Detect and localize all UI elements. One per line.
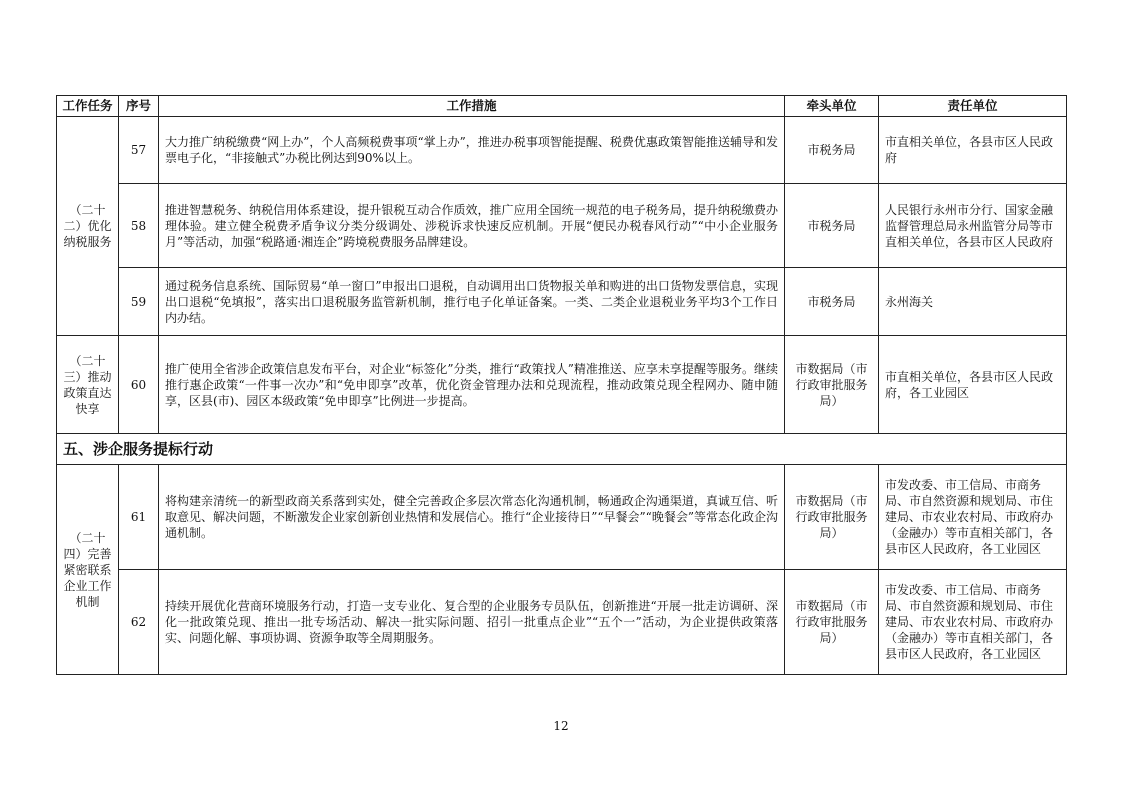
row-number: 59 [119,268,159,336]
page-number: 12 [553,719,569,733]
measure-text: 将构建亲清统一的新型政商关系落到实处，健全完善政企多层次常态化沟通机制，畅通政企沟通渠道，真诚互信、听取意见、解决问题，不断激发企业家创新创业热情和发展信心。推行“企业接待日”“早餐会”“晚餐会”等常态化政企沟通机制。 [159,465,785,570]
header-measure: 工作措施 [159,96,785,117]
header-lead-unit: 牵头单位 [785,96,879,117]
task-cell: （二十三）推动政策直达快享 [57,336,119,434]
responsible-unit: 市直相关单位，各县市区人民政府 [879,117,1067,184]
task-cell: （二十二）优化纳税服务 [57,117,119,336]
row-number: 62 [119,570,159,675]
lead-unit: 市数据局（市行政审批服务局） [785,570,879,675]
header-number: 序号 [119,96,159,117]
measures-table [56,95,1067,675]
table-row [57,184,1067,268]
table-row [57,570,1067,675]
table-row [57,336,1067,434]
responsible-unit: 市发改委、市工信局、市商务局、市自然资源和规划局、市住建局、市农业农村局、市政府办（金融办）等市直相关部门，各县市区人民政府，各工业园区 [879,570,1067,675]
lead-unit: 市数据局（市行政审批服务局） [785,336,879,434]
responsible-unit: 市直相关单位，各县市区人民政府，各工业园区 [879,336,1067,434]
lead-unit: 市税务局 [785,117,879,184]
measure-text: 推广使用全省涉企政策信息发布平台，对企业“标签化”分类，推行“政策找人”精准推送、应享未享提醒等服务。继续推行惠企政策“一件事一次办”和“免申即享”改革，优化资金管理办法和兑现流程，推动政策兑现全程网办、随申随享，区县(市)、园区本级政策“免申即享”比例进一步提高。 [159,336,785,434]
row-number: 61 [119,465,159,570]
section-row [57,434,1067,465]
responsible-unit: 永州海关 [879,268,1067,336]
responsible-unit: 市发改委、市工信局、市商务局、市自然资源和规划局、市住建局、市农业农村局、市政府办（金融办）等市直相关部门，各县市区人民政府，各工业园区 [879,465,1067,570]
table-header-row [57,96,1067,117]
section-title: 五、涉企服务提标行动 [57,434,1067,465]
measure-text: 通过税务信息系统、国际贸易“单一窗口”申报出口退税，自动调用出口货物报关单和购进的出口货物发票信息，实现出口退税“免填报”，落实出口退税服务监管新机制，推行电子化单证备案。一类、二类企业退税业务平均3个工作日内办结。 [159,268,785,336]
table-row [57,465,1067,570]
measure-text: 大力推广纳税缴费“网上办”，个人高频税费事项“掌上办”，推进办税事项智能提醒、税费优惠政策智能推送辅导和发票电子化，“非接触式”办税比例达到90%以上。 [159,117,785,184]
table-row [57,268,1067,336]
lead-unit: 市税务局 [785,184,879,268]
measure-text: 推进智慧税务、纳税信用体系建设，提升银税互动合作质效，推广应用全国统一规范的电子税务局，提升纳税缴费办理体验。建立健全税费矛盾争议分类分级调处、涉税诉求快速反应机制。开展“便民办税春风行动”“中小企业服务月”等活动，加强“税路通·湘连企”跨境税费服务品牌建设。 [159,184,785,268]
row-number: 58 [119,184,159,268]
measure-text: 持续开展优化营商环境服务行动，打造一支专业化、复合型的企业服务专员队伍，创新推进“开展一批走访调研、深化一批政策兑现、推出一批专场活动、解决一批实际问题、招引一批重点企业”“五个一”活动，为企业提供政策落实、问题化解、事项协调、资源争取等全周期服务。 [159,570,785,675]
responsible-unit: 人民银行永州市分行、国家金融监督管理总局永州监管分局等市直相关单位，各县市区人民政府 [879,184,1067,268]
header-responsible-unit: 责任单位 [879,96,1067,117]
lead-unit: 市税务局 [785,268,879,336]
row-number: 57 [119,117,159,184]
header-task: 工作任务 [57,96,119,117]
table-row [57,117,1067,184]
task-cell: （二十四）完善紧密联系企业工作机制 [57,465,119,675]
row-number: 60 [119,336,159,434]
lead-unit: 市数据局（市行政审批服务局） [785,465,879,570]
